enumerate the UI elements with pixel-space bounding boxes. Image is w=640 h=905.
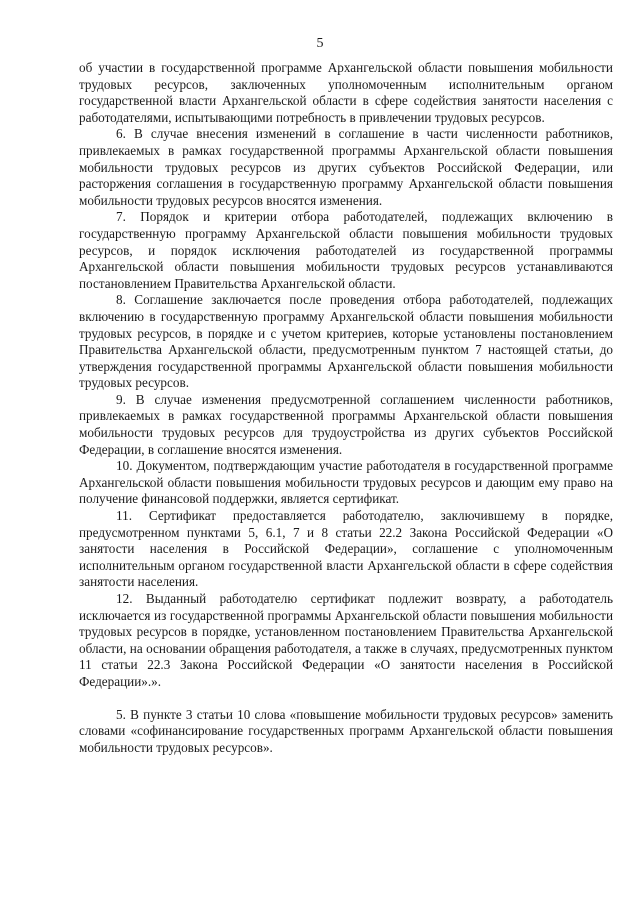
paragraph-continuation: об участии в государственной программе Архангельской области повышения мобильности трудовых ресурсов, заключенных уполномоченным исполнительным органом государственной власти Архангельской области в сфере содействия занятости населения с работодателями, испытывающими потребность в привлечении трудовых ресурсов. [79, 60, 613, 125]
paragraph-item-10: 10. Документом, подтверждающим участие работодателя в государственной программе Архангельской области повышения мобильности трудовых ресурсов и дающим ему право на получение финансовой поддержки, является сертификат. [79, 458, 613, 507]
paragraph-item-12: 12. Выданный работодателю сертификат подлежит возврату, а работодатель исключается из государственной программы Архангельской области повышения мобильности трудовых ресурсов в порядке, установленном постановлением Правительства Архангельской области, на основании обращения работодателя, а также в случаях, предусмотренных пунктом 11 статьи 22.3 Закона Российской Федерации «О занятости населения в Российской Федерации».». [79, 591, 613, 689]
paragraph-item-6: 6. В случае внесения изменений в соглашение в части численности работников, привлекаемых в рамках государственной программы Архангельской области повышения мобильности трудовых ресурсов из других субъектов Российской Федерации, или расторжения соглашения в государственную программу Архангельской области повышения мобильности трудовых ресурсов вносятся изменения. [79, 126, 613, 208]
document-body [79, 60, 613, 756]
page-number: 5 [316, 36, 324, 51]
paragraph-item-9: 9. В случае изменения предусмотренной соглашением численности работников, привлекаемых в рамках государственной программы Архангельской области повышения мобильности трудовых ресурсов для трудоустройства из других субъектов Российской Федерации, в соглашение вносятся изменения. [79, 391, 613, 457]
paragraph-item-7: 7. Порядок и критерии отбора работодателей, подлежащих включению в государственную программу Архангельской области повышения мобильности трудовых ресурсов, и порядок исключения работодателей из государственной программы Архангельской области повышения мобильности трудовых ресурсов устанавливаются постановлением Правительства Архангельской области. [79, 209, 613, 291]
paragraph-item-11: 11. Сертификат предоставляется работодателю, заключившему в порядке, предусмотренном пунктами 5, 6.1, 7 и 8 статьи 22.2 Закона Российской Федерации «О занятости населения в Российской Федерации», соглашение с уполномоченным исполнительным органом государственной власти Архангельской области в сфере содействия занятости населения. [79, 508, 613, 590]
paragraph-amendment-5: 5. В пункте 3 статьи 10 слова «повышение мобильности трудовых ресурсов» заменить словами «софинансирование государственных программ Архангельской области повышения мобильности трудовых ресурсов». [79, 706, 613, 755]
paragraph-item-8: 8. Соглашение заключается после проведения отбора работодателей, подлежащих включению в государственную программу Архангельской области повышения мобильности трудовых ресурсов, в порядке и с учетом критериев, которые установлены постановлением Правительства Архангельской области, предусмотренным пунктом 7 настоящей статьи, до утверждения государственной программы Архангельской области повышения мобильности трудовых ресурсов. [79, 292, 613, 391]
